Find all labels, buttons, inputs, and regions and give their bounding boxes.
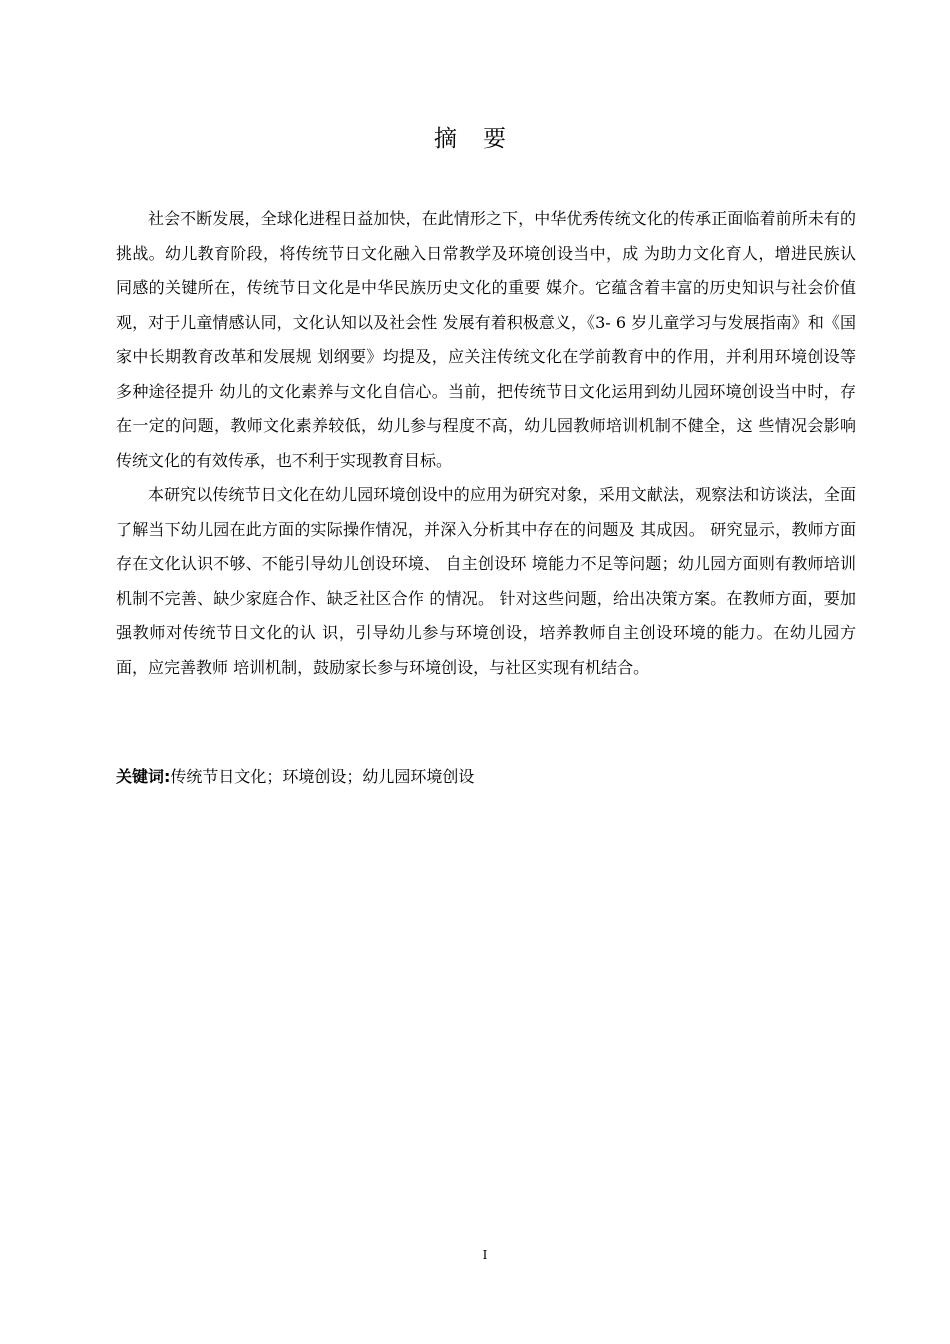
keywords-line	[116, 760, 856, 794]
keywords-label: 关键词:	[116, 767, 171, 786]
abstract-paragraph-1: 社会不断发展，全球化进程日益加快，在此情形之下，中华优秀传统文化的传承正面临着前所未有的挑战。幼儿教育阶段，将传统节日文化融入日常教学及环境创设当中，成 为助力文化育人，增进民族认同感的关键所在，传统节日文化是中华民族历史文化的重要 媒介。它蕴含着丰富的历史知识与社会价值观，对于儿童情感认同，文化认知以及社会性 发展有着积极意义，《3- 6 岁儿童学习与发展指南》和《国家中长期教育改革和发展规 划纲要》均提及，应关注传统文化在学前教育中的作用，并利用环境创设等多种途径提升 幼儿的文化素养与文化自信心。当前，把传统节日文化运用到幼儿园环境创设当中时，存 在一定的问题，教师文化素养较低，幼儿参与程度不高，幼儿园教师培训机制不健全，这 些情况会影响传统文化的有效传承，也不利于实现教育目标。	[116, 209, 856, 470]
abstract-paragraph-2: 本研究以传统节日文化在幼儿园环境创设中的应用为研究对象，采用文献法，观察法和访谈法，全面了解当下幼儿园在此方面的实际操作情况，并深入分析其中存在的问题及 其成因。 研究显示，教师方面存在文化认识不够、不能引导幼儿创设环境、 自主创设环 境能力不足等问题；幼儿园方面则有教师培训机制不完善、缺少家庭合作、缺乏社区合作 的情况。 针对这些问题，给出决策方案。在教师方面，要加强教师对传统节日文化的认 识，引导幼儿参与环境创设，培养教师自主创设环境的能力。在幼儿园方面，应完善教师 培训机制，鼓励家长参与环境创设，与社区实现有机结合。	[116, 485, 856, 677]
page-number: I	[482, 1248, 488, 1262]
keywords-value: 传统节日文化；环境创设；幼儿园环境创设	[170, 767, 475, 786]
page-title: 摘要	[434, 126, 532, 152]
abstract-body	[116, 202, 856, 685]
